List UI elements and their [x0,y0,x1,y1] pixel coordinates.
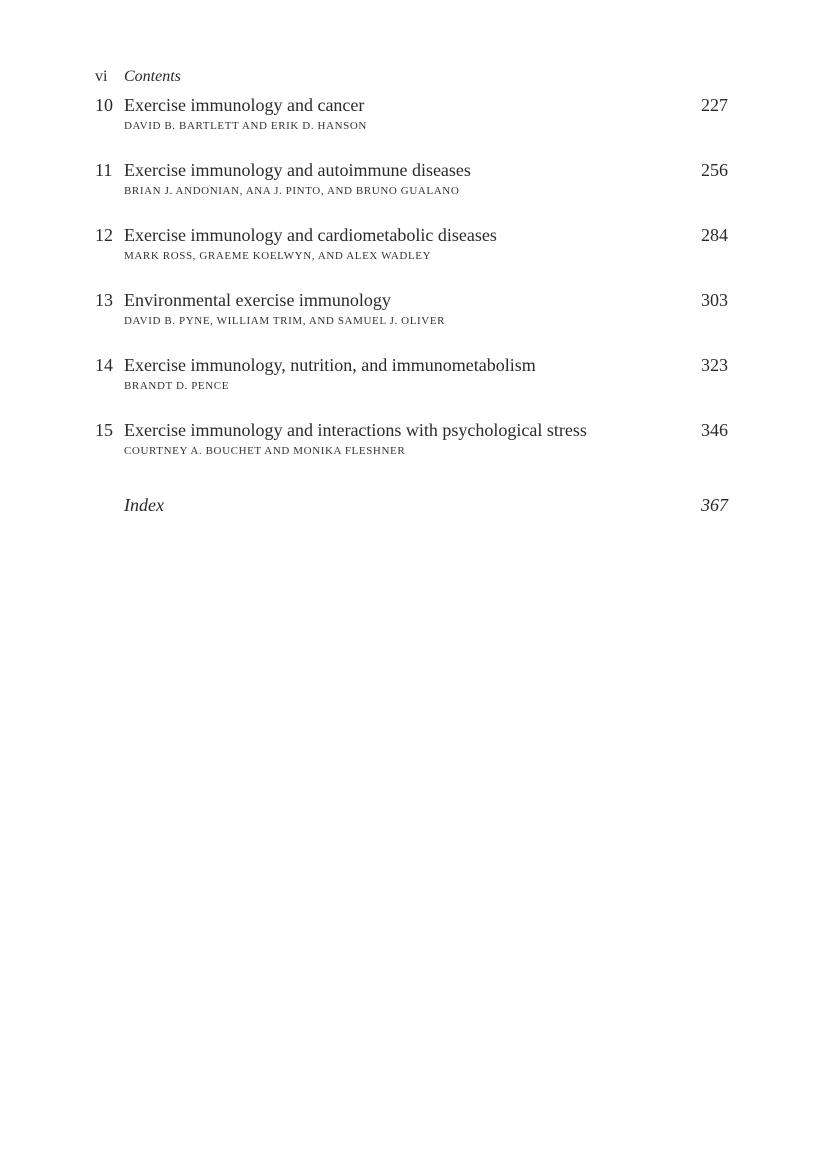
chapter-authors: BRANDT D. PENCE [124,380,230,392]
chapter-authors: MARK ROSS, GRAEME KOELWYN, AND ALEX WADLEY [124,250,432,262]
running-head-title: Contents [124,68,181,85]
chapter-number: 14 [95,355,113,375]
chapter-title[interactable]: Exercise immunology, nutrition, and immunometabolism [124,355,536,375]
page-folio: vi [95,68,108,85]
toc-entry-chapter-10[interactable] [95,94,728,132]
chapter-authors: COURTNEY A. BOUCHET AND MONIKA FLESHNER [124,445,406,457]
chapter-authors: DAVID B. BARTLETT AND ERIK D. HANSON [124,120,367,132]
chapter-page-number: 256 [701,160,728,180]
chapter-number: 13 [95,290,113,310]
chapter-title[interactable]: Exercise immunology and cardiometabolic diseases [124,225,497,245]
toc-entry-chapter-15[interactable] [95,419,728,457]
toc-entry-index[interactable] [95,494,728,516]
chapter-authors: DAVID B. PYNE, WILLIAM TRIM, AND SAMUEL J. OLIVER [124,315,446,327]
toc-entry-chapter-14[interactable] [95,354,728,392]
index-page-number: 367 [701,495,728,515]
chapter-page-number: 323 [701,355,728,375]
toc-entry-chapter-13[interactable] [95,289,728,327]
chapter-number: 15 [95,420,113,440]
chapter-title[interactable]: Exercise immunology and cancer [124,95,365,115]
chapter-page-number: 346 [701,420,728,440]
chapter-number: 11 [95,160,113,180]
chapter-title[interactable]: Exercise immunology and interactions with psychological stress [124,420,587,440]
toc-entry-chapter-11[interactable] [95,159,728,197]
chapter-authors: BRIAN J. ANDONIAN, ANA J. PINTO, AND BRUNO GUALANO [124,185,460,197]
chapter-page-number: 227 [701,95,728,115]
chapter-title[interactable]: Environmental exercise immunology [124,290,391,310]
chapter-title[interactable]: Exercise immunology and autoimmune diseases [124,160,471,180]
running-head [95,67,181,87]
chapter-page-number: 284 [701,225,728,245]
index-title[interactable]: Index [124,495,164,515]
chapter-number: 12 [95,225,113,245]
chapter-page-number: 303 [701,290,728,310]
toc-entry-chapter-12[interactable] [95,224,728,262]
chapter-number: 10 [95,95,113,115]
